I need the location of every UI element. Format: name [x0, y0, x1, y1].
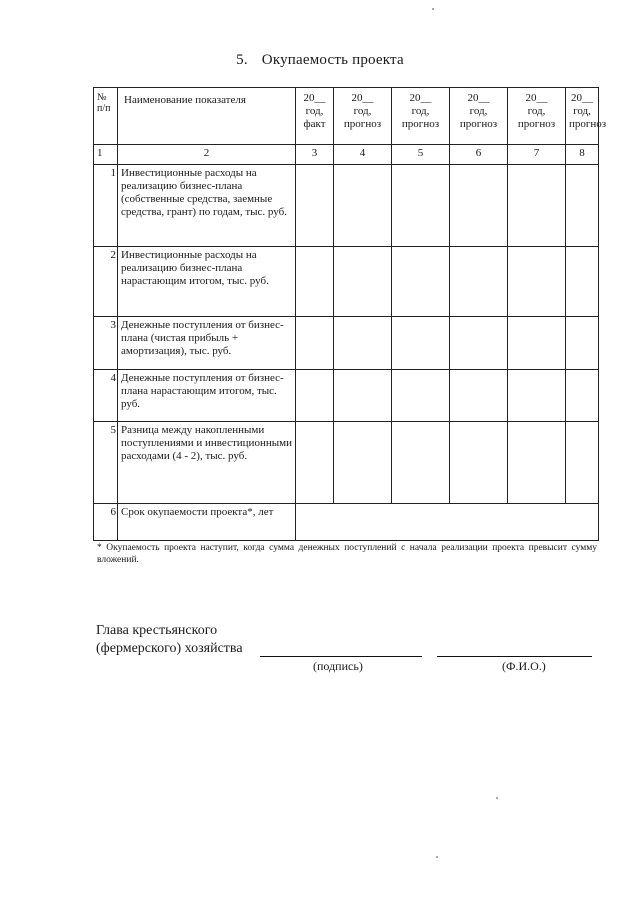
value-cell[interactable]: [450, 317, 508, 370]
table-row: [94, 317, 599, 370]
row-number: 2: [94, 247, 118, 317]
year-kind: прогноз: [569, 118, 607, 130]
column-number: 6: [450, 145, 508, 165]
year-kind: прогноз: [343, 118, 382, 130]
header-year-3: [392, 88, 450, 145]
payback-period-cell[interactable]: [296, 504, 599, 541]
row-indicator: Инвестиционные расходы на реализацию бизнес-плана (собственные средства, заемные средства, грант) по годам, тыс. руб.: [118, 165, 296, 247]
year-value: 20__: [467, 92, 490, 104]
section-title: [0, 52, 640, 69]
signature-caption: (подпись): [313, 659, 363, 673]
year-value: 20__: [303, 92, 326, 104]
year-label: год,: [527, 105, 546, 117]
year-kind: прогноз: [401, 118, 440, 130]
value-cell[interactable]: [296, 165, 334, 247]
row-indicator: Инвестиционные расходы на реализацию бизнес-плана нарастающим итогом, тыс. руб.: [118, 247, 296, 317]
value-cell[interactable]: [566, 370, 599, 422]
year-label: год,: [411, 105, 430, 117]
column-number: 7: [508, 145, 566, 165]
table-row: [94, 422, 599, 504]
value-cell[interactable]: [508, 370, 566, 422]
year-value: 20__: [571, 92, 593, 104]
signature-field[interactable]: [260, 656, 422, 657]
year-kind: прогноз: [459, 118, 498, 130]
value-cell[interactable]: [508, 165, 566, 247]
value-cell[interactable]: [296, 422, 334, 504]
value-cell[interactable]: [334, 247, 392, 317]
value-cell[interactable]: [392, 370, 450, 422]
signature-block: [96, 622, 616, 658]
scan-speck: [496, 797, 498, 799]
footnote: * Окупаемость проекта наступит, когда сумма денежных поступлений с начала реализации проекта превысит сумму вложений.: [97, 543, 597, 565]
header-indicator-name: Наименование показателя: [118, 88, 296, 145]
column-number: 1: [94, 145, 118, 165]
row-indicator: Разница между накопленными поступлениями и инвестиционными расходами (4 - 2), тыс. руб.: [118, 422, 296, 504]
signature-role-line2: (фермерского) хозяйства: [96, 641, 243, 656]
value-cell[interactable]: [566, 317, 599, 370]
header-year-5: [508, 88, 566, 145]
value-cell[interactable]: [508, 247, 566, 317]
row-indicator: Денежные поступления от бизнес-плана нарастающим итогом, тыс. руб.: [118, 370, 296, 422]
value-cell[interactable]: [450, 165, 508, 247]
year-label: год,: [469, 105, 488, 117]
value-cell[interactable]: [392, 165, 450, 247]
year-label: год,: [573, 105, 591, 117]
year-value: 20__: [525, 92, 548, 104]
year-value: 20__: [409, 92, 432, 104]
row-number: 3: [94, 317, 118, 370]
column-number: 3: [296, 145, 334, 165]
value-cell[interactable]: [566, 422, 599, 504]
row-number: 5: [94, 422, 118, 504]
table-row: [94, 370, 599, 422]
value-cell[interactable]: [450, 370, 508, 422]
value-cell[interactable]: [334, 317, 392, 370]
row-number: 6: [94, 504, 118, 541]
row-indicator: Срок окупаемости проекта*, лет: [118, 504, 296, 541]
header-number: № п/п: [94, 88, 118, 145]
value-cell[interactable]: [392, 422, 450, 504]
header-year-4: [450, 88, 508, 145]
column-number: 4: [334, 145, 392, 165]
value-cell[interactable]: [566, 165, 599, 247]
year-kind: прогноз: [517, 118, 556, 130]
value-cell[interactable]: [392, 247, 450, 317]
section-number: 5.: [236, 52, 248, 68]
table-row: [94, 504, 599, 541]
value-cell[interactable]: [566, 247, 599, 317]
table-row: [94, 247, 599, 317]
value-cell[interactable]: [450, 247, 508, 317]
year-value: 20__: [351, 92, 374, 104]
value-cell[interactable]: [508, 317, 566, 370]
table-header-row: [94, 88, 599, 145]
value-cell[interactable]: [334, 165, 392, 247]
value-cell[interactable]: [334, 370, 392, 422]
full-name-field[interactable]: [437, 656, 592, 657]
value-cell[interactable]: [296, 370, 334, 422]
value-cell[interactable]: [296, 317, 334, 370]
header-year-1: [296, 88, 334, 145]
year-kind: факт: [303, 118, 326, 130]
row-number: 1: [94, 165, 118, 247]
value-cell[interactable]: [450, 422, 508, 504]
row-number: 4: [94, 370, 118, 422]
value-cell[interactable]: [296, 247, 334, 317]
header-year-2: [334, 88, 392, 145]
value-cell[interactable]: [392, 317, 450, 370]
year-label: год,: [305, 105, 324, 117]
row-indicator: Денежные поступления от бизнес-плана (чистая прибыль + амортизация), тыс. руб.: [118, 317, 296, 370]
column-number-row: [94, 145, 599, 165]
year-label: год,: [353, 105, 372, 117]
table-row: [94, 165, 599, 247]
full-name-caption: (Ф.И.О.): [502, 659, 546, 673]
header-year-6: [566, 88, 607, 145]
payback-table: [93, 87, 607, 541]
scan-speck: [432, 8, 434, 10]
column-number: 8: [566, 145, 599, 165]
column-number: 5: [392, 145, 450, 165]
signature-role-line1: Глава крестьянского: [96, 623, 218, 638]
value-cell[interactable]: [508, 422, 566, 504]
scan-speck: [436, 856, 438, 858]
column-number: 2: [118, 145, 296, 165]
section-title-text: Окупаемость проекта: [261, 52, 404, 68]
value-cell[interactable]: [334, 422, 392, 504]
